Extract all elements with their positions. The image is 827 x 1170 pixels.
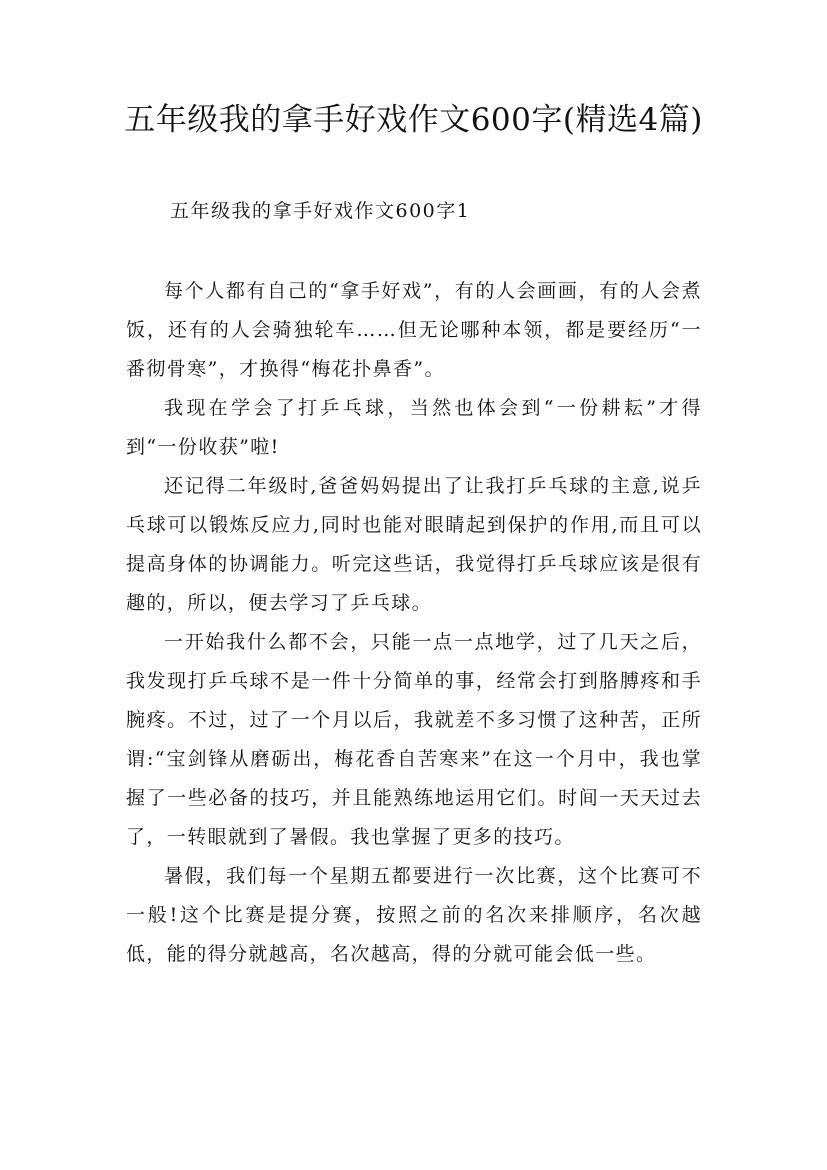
paragraph: 我现在学会了打乒乓球，当然也体会到“一份耕耘”才得到“一份收获”啦! (126, 397, 702, 458)
document-title: 五年级我的拿手好戏作文600字(精选4篇) (124, 102, 703, 138)
paragraph: 暑假，我们每一个星期五都要进行一次比赛，这个比赛可不一般!这个比赛是提分赛，按照之前的名次来排顺序，名次越低，能的得分就越高，名次越高，得的分就可能会低一些。 (126, 865, 702, 965)
section-heading: 五年级我的拿手好戏作文600字1 (170, 200, 471, 222)
essay-body (126, 272, 702, 974)
paragraph: 每个人都有自己的“拿手好戏”，有的人会画画，有的人会煮饭，还有的人会骑独轮车……但无论哪种本领，都是要经历“一番彻骨寒”，才换得“梅花扑鼻香”。 (126, 280, 702, 380)
paragraph: 还记得二年级时,爸爸妈妈提出了让我打乒乓球的主意,说乒乓球可以锻炼反应力,同时也能对眼睛起到保护的作用,而且可以提高身体的协调能力。听完这些话，我觉得打乒乓球应该是很有趣的，所以，便去学习了乒乓球。 (126, 475, 702, 614)
paragraph: 一开始我什么都不会，只能一点一点地学，过了几天之后，我发现打乒乓球不是一件十分简单的事，经常会打到胳膊疼和手腕疼。不过，过了一个月以后，我就差不多习惯了这种苦，正所谓:“宝剑锋从磨砺出，梅花香自苦寒来”在这一个月中，我也掌握了一些必备的技巧，并且能熟练地运用它们。时间一天天过去了，一转眼就到了暑假。我也掌握了更多的技巧。 (126, 631, 702, 848)
